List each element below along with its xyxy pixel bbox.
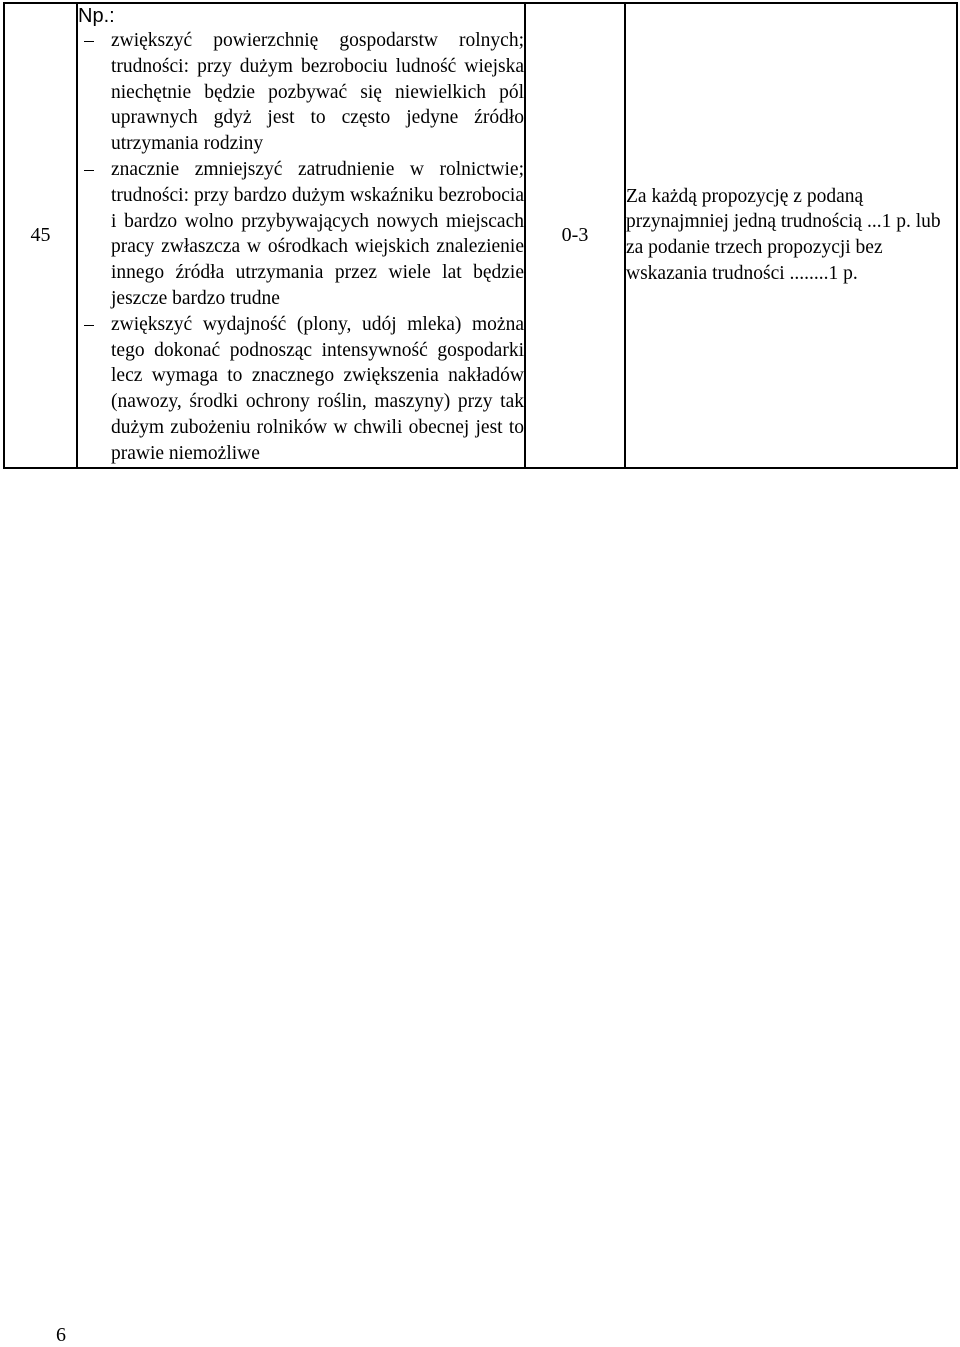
- dash-bullet: –: [84, 313, 94, 335]
- list-item: [78, 157, 524, 312]
- answer-list: [78, 28, 524, 467]
- dash-bullet: –: [84, 158, 94, 180]
- table-row: [4, 3, 957, 468]
- answer-key-table: [3, 2, 958, 469]
- list-item: [78, 312, 524, 467]
- dash-bullet: –: [84, 30, 94, 51]
- list-item: [78, 28, 524, 157]
- answer-intro: Np.:: [78, 5, 115, 27]
- list-item-text: zwiększyć wydajność (plony, udój mleka) można tego dokonać podnosząc intensywność gospodarki lecz wymaga to znacznego zwiększenia nakładów (nawozy, środki ochrony roślin, maszyny) przy tak dużym zubożeniu rolników w chwili obecnej jest to prawie niemożliwe: [111, 313, 524, 464]
- points-range: 0-3: [525, 3, 625, 468]
- page-number: 6: [56, 1324, 66, 1346]
- model-answer: [77, 3, 525, 468]
- task-number: 45: [4, 3, 77, 468]
- list-item-text: znacznie zmniejszyć zatrudnienie w rolnictwie; trudności: przy bardzo dużym wskaźniku bezrobocia i bardzo wolno przybywających nowych miejscach pracy zwłaszcza w ośrodkach wiejskich znalezienie innego źródła utrzymania przez wiele lat będzie jeszcze bardzo trudne: [111, 158, 524, 309]
- list-item-text: zwiększyć powierzchnię gospodarstw rolnych; trudności: przy dużym bezrobociu ludność wiejska niechętnie będzie pozbywać się niewielkich pól uprawnych gdyż jest to często jedyne źródło utrzymania rodziny: [111, 30, 524, 155]
- scoring-criteria: Za każdą propozycję z podaną przynajmniej jedną trudnością ...1 p. lub za podanie trzech propozycji bez wskazania trudności ........1 p.: [625, 3, 957, 468]
